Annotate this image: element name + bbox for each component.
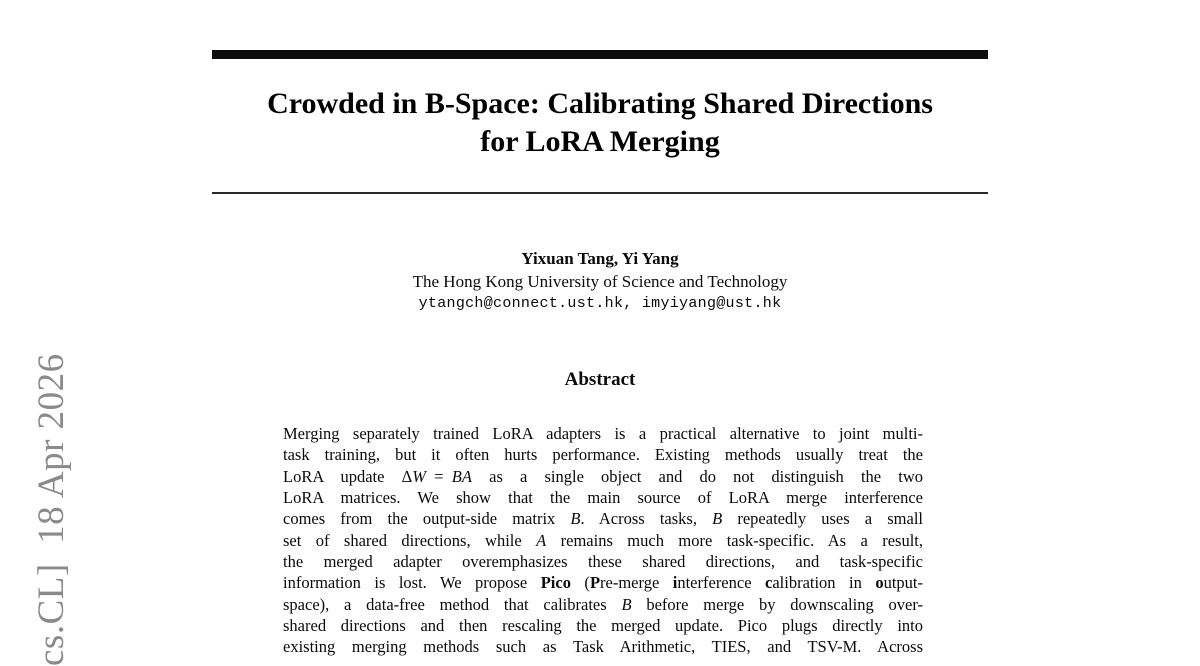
abstract-line: LoRA update ΔW = BA as a single object and do not distinguish the two bbox=[283, 466, 923, 486]
paper-title-line-2: for LoRA Merging bbox=[480, 125, 720, 158]
author-emails: ytangch@connect.ust.hk, imyiyang@ust.hk bbox=[418, 295, 782, 312]
arxiv-sidebar-stamp: cs.CL] 18 Apr 2026 bbox=[31, 353, 72, 666]
article-column bbox=[212, 0, 988, 657]
abstract-heading: Abstract bbox=[564, 369, 636, 390]
author-names: Yixuan Tang, Yi Yang bbox=[521, 249, 679, 268]
abstract-line: task training, but it often hurts performance. Existing methods usually treat the bbox=[283, 445, 923, 465]
abstract-line: LoRA matrices. We show that the main source of LoRA merge interference bbox=[283, 488, 923, 508]
abstract-line: Merging separately trained LoRA adapters is a practical alternative to joint multi- bbox=[283, 424, 923, 443]
author-block bbox=[212, 248, 988, 316]
abstract-text bbox=[283, 423, 923, 658]
abstract-line: the merged adapter overemphasizes these shared directions, and task-specific bbox=[283, 552, 923, 572]
abstract-line: existing merging methods such as Task Arithmetic, TIES, and TSV-M. Across bbox=[283, 637, 923, 657]
abstract-line: shared directions and then rescaling the merged update. Pico plugs directly into bbox=[283, 616, 923, 636]
abstract-line: comes from the output-side matrix B. Across tasks, B repeatedly uses a small bbox=[283, 509, 923, 529]
top-rule bbox=[212, 50, 988, 59]
paper-title bbox=[212, 85, 988, 161]
paper-title-line-1: Crowded in B-Space: Calibrating Shared Directions bbox=[267, 87, 933, 120]
abstract-line: space), a data-free method that calibrates B before merge by downscaling over- bbox=[283, 594, 923, 614]
abstract-line: set of shared directions, while A remains much more task-specific. As a result, bbox=[283, 530, 924, 550]
abstract-line: information is lost. We propose Pico (Pre-merge interference calibration in output- bbox=[283, 573, 923, 593]
affiliation: The Hong Kong University of Science and Technology bbox=[412, 271, 788, 291]
title-divider-rule bbox=[212, 192, 988, 194]
